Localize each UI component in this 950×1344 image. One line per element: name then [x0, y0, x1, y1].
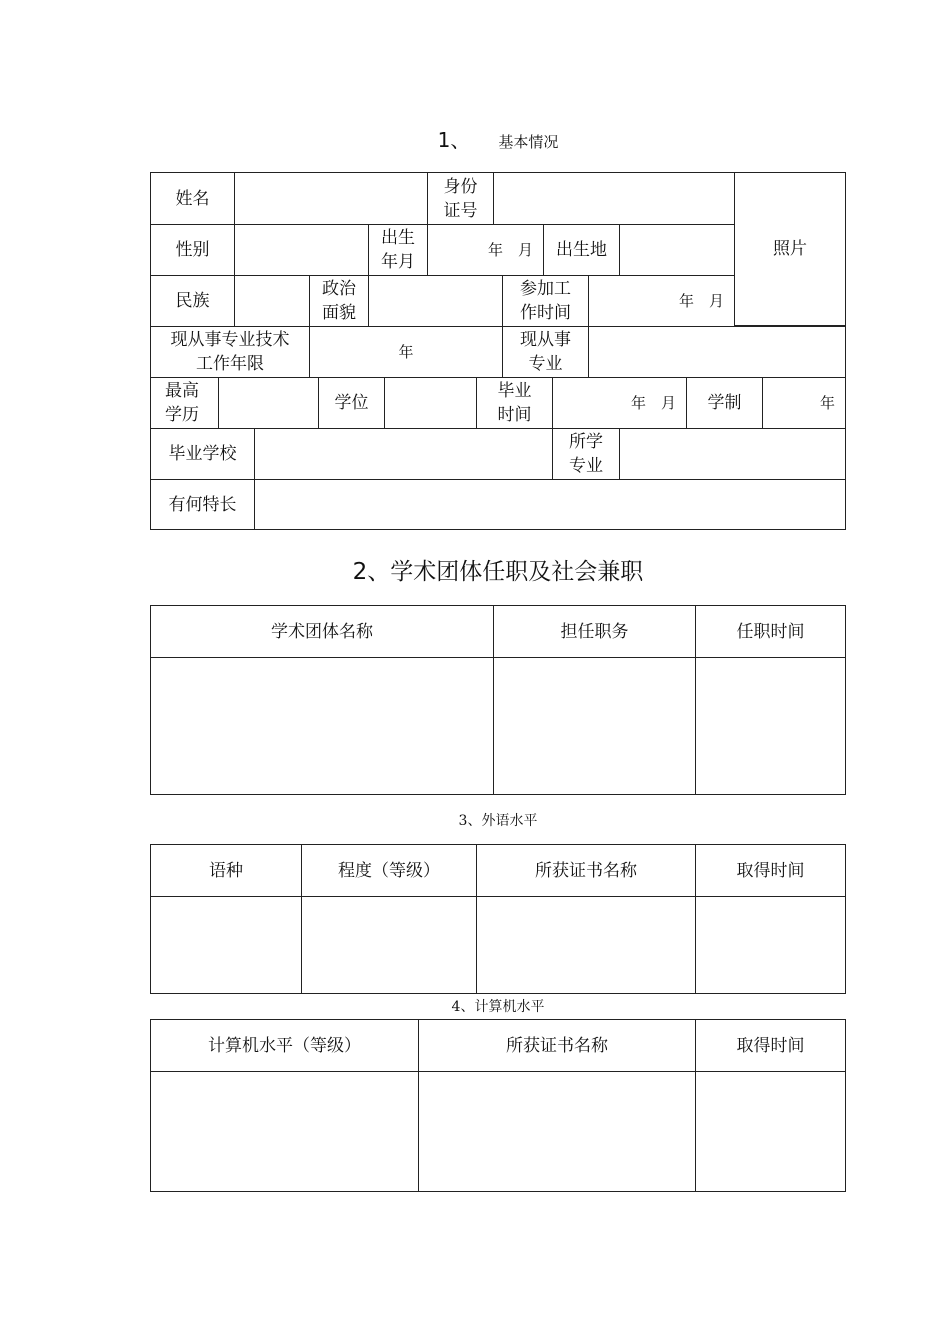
academic-header-time: 任职时间	[695, 605, 846, 658]
schooling-field[interactable]: 年	[762, 377, 846, 429]
specialty-label: 有何特长	[150, 479, 255, 530]
language-type-field[interactable]	[150, 896, 302, 994]
computer-header-time: 取得时间	[695, 1019, 846, 1072]
current-field-line1: 现从事	[520, 330, 571, 350]
degree-field[interactable]	[384, 377, 477, 429]
education-field[interactable]	[218, 377, 319, 429]
id-number-field[interactable]	[493, 172, 735, 225]
political-label-line1: 政治	[322, 279, 356, 299]
major-label	[552, 428, 620, 480]
professional-years-label	[150, 326, 310, 378]
professional-years-line2: 工作年限	[196, 354, 264, 374]
academic-header-name: 学术团体名称	[150, 605, 494, 658]
political-status-label	[309, 275, 369, 327]
current-field-label	[502, 326, 589, 378]
school-label: 毕业学校	[150, 428, 255, 480]
political-label-line2: 面貌	[322, 303, 356, 323]
academic-position-field[interactable]	[493, 657, 696, 795]
degree-label: 学位	[318, 377, 385, 429]
id-number-label	[427, 172, 494, 225]
computer-certificate-field[interactable]	[418, 1071, 696, 1192]
ethnicity-label: 民族	[150, 275, 235, 327]
birth-label-line1: 出生	[381, 228, 415, 248]
birth-date-field[interactable]: 年 月	[427, 224, 544, 276]
birth-label	[368, 224, 428, 276]
birthplace-field[interactable]	[619, 224, 735, 276]
language-header-time: 取得时间	[695, 844, 846, 897]
education-label-line2: 学历	[165, 405, 199, 425]
school-field[interactable]	[254, 428, 553, 480]
work-start-label-line1: 参加工	[520, 279, 571, 299]
political-status-field[interactable]	[368, 275, 503, 327]
current-field-line2: 专业	[528, 354, 563, 374]
language-certificate-field[interactable]	[476, 896, 696, 994]
work-start-field[interactable]: 年 月	[588, 275, 735, 327]
computer-header-certificate: 所获证书名称	[418, 1019, 696, 1072]
section-1-number: 1、	[437, 128, 471, 152]
graduation-time-line1: 毕业	[497, 381, 532, 401]
academic-time-field[interactable]	[695, 657, 846, 795]
schooling-label: 学制	[686, 377, 763, 429]
major-label-line1: 所学	[569, 432, 603, 452]
graduation-time-field[interactable]: 年 月	[552, 377, 687, 429]
gender-label: 性别	[150, 224, 235, 276]
computer-level-field[interactable]	[150, 1071, 419, 1192]
section-3-title: 3、外语水平	[458, 813, 538, 829]
computer-header-level: 计算机水平（等级）	[150, 1019, 419, 1072]
ethnicity-field[interactable]	[234, 275, 310, 327]
birth-label-line2: 年月	[381, 252, 415, 272]
name-field[interactable]	[234, 172, 428, 225]
section-1-title	[150, 124, 846, 153]
language-header-certificate: 所获证书名称	[476, 844, 696, 897]
section-1-text: 基本情况	[498, 133, 559, 151]
work-start-label	[502, 275, 589, 327]
section-2-title: 2、学术团体任职及社会兼职	[352, 559, 644, 585]
language-header-type: 语种	[150, 844, 302, 897]
id-label-line2: 证号	[443, 201, 478, 221]
id-label-line1: 身份	[443, 177, 478, 197]
education-label-line1: 最高	[165, 381, 199, 401]
section-4-title: 4、计算机水平	[451, 999, 545, 1015]
academic-header-position: 担任职务	[493, 605, 696, 658]
photo-box[interactable]: 照片	[734, 172, 846, 326]
language-level-field[interactable]	[301, 896, 477, 994]
birthplace-label: 出生地	[543, 224, 620, 276]
graduation-time-line2: 时间	[497, 405, 532, 425]
gender-field[interactable]	[234, 224, 369, 276]
graduation-time-label	[476, 377, 553, 429]
current-field-input[interactable]	[588, 326, 846, 378]
academic-name-field[interactable]	[150, 657, 494, 795]
language-time-field[interactable]	[695, 896, 846, 994]
professional-years-field[interactable]: 年	[309, 326, 503, 378]
work-start-label-line2: 作时间	[520, 303, 571, 323]
name-label: 姓名	[150, 172, 235, 225]
major-field[interactable]	[619, 428, 846, 480]
education-label	[150, 377, 219, 429]
computer-time-field[interactable]	[695, 1071, 846, 1192]
major-label-line2: 专业	[569, 456, 603, 476]
professional-years-line1: 现从事专业技术	[170, 330, 290, 350]
language-header-level: 程度（等级）	[301, 844, 477, 897]
specialty-field[interactable]	[254, 479, 846, 530]
